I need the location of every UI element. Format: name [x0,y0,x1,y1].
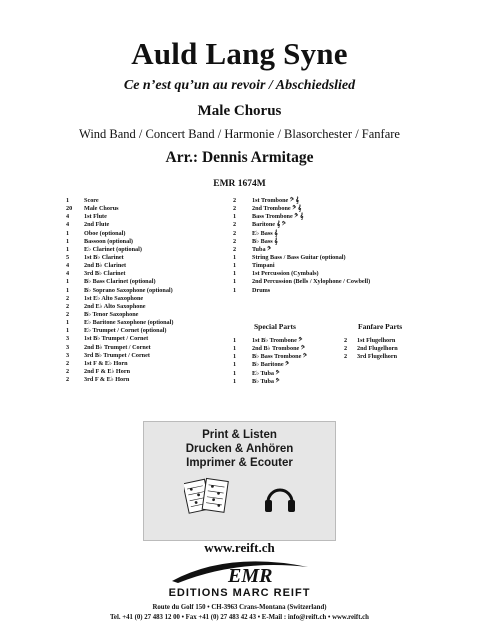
part-quantity: 1 [233,278,237,286]
part-quantity: 4 [66,262,70,270]
print-listen-box[interactable] [143,421,336,541]
part-name: E♭ Tuba 𝄢 [252,369,280,377]
list-item [233,197,368,205]
part-name: 2nd Percussion (Bells / Xylophone / Cowbell) [252,278,371,286]
headphones-icon [262,480,298,516]
list-item [233,254,368,262]
part-name: 1st B♭ Trombone 𝄢 [252,337,303,344]
part-name: 2nd B♭ Trumpet / Cornet [84,343,151,351]
part-quantity: 2 [344,353,348,361]
list-item [66,368,236,376]
part-name: B♭ Bass Clarinet (optional) [84,278,156,286]
part-quantity: 1 [233,337,237,344]
part-name: E♭ Trumpet / Cornet (optional) [84,327,167,335]
part-name: B♭ Tenor Saxophone [84,310,139,318]
part-name: B♭ Baritone 𝄢 [252,361,290,369]
list-item [233,278,371,286]
part-name: B♭ Bass Trombone 𝄢 [252,353,307,361]
part-name: 2nd Flugelhorn [357,345,398,353]
list-item [66,311,236,319]
part-name: 2nd E♭ Alto Saxophone [84,302,146,310]
part-name: B♭ Soprano Saxophone (optional) [84,286,173,294]
list-item [233,230,368,238]
part-quantity: 5 [66,253,70,261]
part-quantity: 3 [66,343,70,351]
emr-logo [168,557,312,587]
list-item [66,205,236,213]
list-item [66,344,236,352]
list-item [233,262,368,270]
list-item [66,262,236,270]
special-parts-heading: Special Parts [254,322,296,331]
part-name: 2nd Flute [84,221,110,229]
part-quantity: 4 [66,213,70,221]
part-name: E♭ Clarinet (optional) [84,245,142,253]
part-name: Score [84,197,99,204]
part-quantity: 2 [233,229,237,237]
part-quantity: 2 [233,237,237,245]
part-quantity: 2 [66,294,70,302]
instrumentation-list-mid [233,197,371,295]
list-item [233,287,368,295]
voice-label: Male Chorus [197,103,282,119]
part-name: 1st F & E♭ Horn [84,359,128,367]
part-name: Timpani [252,262,275,270]
subtitle: Ce n’est qu’un au revoir / Abschiedslied [123,78,356,93]
publisher-name: EDITIONS MARC REIFT [168,587,311,599]
list-item [233,353,343,361]
part-quantity: 4 [66,221,70,229]
part-name: 2nd B♭ Trombone 𝄢 [252,345,305,353]
page-title: Auld Lang Syne [131,36,348,71]
list-item [344,337,424,345]
part-quantity: 1 [66,229,70,237]
part-name: 1st B♭ Trumpet / Cornet [84,335,149,343]
part-name: Bass Trombone 𝄢 𝄞 [252,213,304,221]
promo-line-imprimer: Imprimer & Ecouter [186,457,293,469]
part-quantity: 2 [66,302,70,310]
part-quantity: 1 [233,369,237,377]
arranger-label: Arr.: Dennis Armitage [165,149,314,166]
part-name: Male Chorus [84,205,119,213]
part-name: 2nd F & E♭ Horn [84,367,131,375]
part-name: 1st Flute [84,213,107,221]
ensembles-label: Wind Band / Concert Band / Harmonie / Blasorchester / Fanfare [79,127,400,141]
part-name: 3rd Flugelhorn [357,353,398,361]
part-quantity: 2 [66,359,70,367]
part-name: 1st Percussion (Cymbals) [252,270,319,278]
part-name: 2nd B♭ Clarinet [84,262,127,270]
list-item [66,246,236,254]
part-name: B♭ Tuba 𝄢 [252,377,280,385]
list-item [233,345,343,353]
list-item [66,303,236,311]
instrumentation-list-left [66,197,236,384]
list-item [233,221,368,229]
part-quantity: 3 [66,335,70,343]
list-item [66,278,236,286]
part-quantity: 1 [233,353,237,361]
part-quantity: 1 [66,197,70,204]
part-name: 1st B♭ Clarinet [84,253,124,261]
part-quantity: 2 [233,245,237,253]
part-name: Drums [252,286,271,294]
part-quantity: 1 [233,270,237,278]
list-item [233,378,343,386]
part-name: 3rd B♭ Trumpet / Cornet [84,351,150,359]
list-item [344,353,424,361]
promo-line-drucken: Drucken & Anhören [185,443,294,455]
list-item [66,352,236,360]
list-item [233,270,368,278]
part-name: Tuba 𝄢 [252,245,272,253]
fanfare-parts-heading: Fanfare Parts [358,322,403,331]
part-quantity: 1 [233,262,237,270]
part-quantity: 2 [233,205,237,213]
list-item [66,197,236,205]
part-quantity: 2 [66,367,70,375]
part-name: String Bass / Bass Guitar (optional) [252,253,346,261]
part-name: 1st Flugelhorn [357,337,396,344]
website-link[interactable]: www.reift.ch [204,540,275,555]
list-item [233,370,343,378]
list-item [66,254,236,262]
part-quantity: 2 [344,345,348,353]
part-quantity: 1 [233,253,237,261]
list-item [233,361,343,369]
part-name: B♭ Bass 𝄞 [252,237,278,245]
list-item [66,327,236,335]
list-item [66,238,236,246]
list-item [66,287,236,295]
part-name: 1st Trombone 𝄢 𝄞 [252,197,299,204]
part-name: 1st E♭ Alto Saxophone [84,294,144,302]
list-item [66,270,236,278]
list-item [233,337,343,345]
list-item [66,335,236,343]
promo-line-print-listen: Print & Listen [202,429,277,441]
part-quantity: 2 [66,376,70,384]
part-name: 3rd F & E♭ Horn [84,376,130,384]
logo-lettering: EMR [228,565,273,587]
list-item [66,319,236,327]
part-quantity: 1 [233,213,237,221]
special-parts-list [233,337,343,386]
part-quantity: 4 [66,270,70,278]
part-quantity: 2 [233,197,237,204]
part-name: 3rd B♭ Clarinet [84,270,126,278]
part-name: Baritone 𝄞 𝄢 [252,221,286,229]
part-quantity: 1 [233,345,237,353]
part-quantity: 1 [233,286,237,294]
part-name: E♭ Baritone Saxophone (optional) [84,319,174,327]
list-item [233,246,368,254]
list-item [66,221,236,229]
part-quantity: 2 [66,310,70,318]
part-name: Bassoon (optional) [84,237,133,245]
part-name: Oboe (optional) [84,229,126,237]
list-item [66,230,236,238]
catalog-number: EMR 1674M [213,179,266,189]
part-quantity: 1 [66,278,70,286]
part-quantity: 1 [66,327,70,335]
part-quantity: 1 [66,319,70,327]
part-quantity: 1 [233,361,237,369]
part-quantity: 1 [233,377,237,385]
list-item [66,295,236,303]
part-name: E♭ Bass 𝄞 [252,229,278,237]
publisher-address: Route du Golf 150 • CH-3963 Crans-Montana (Switzerland) [152,604,327,611]
list-item [66,213,236,221]
list-item [233,238,368,246]
part-quantity: 20 [66,205,73,213]
part-quantity: 3 [66,351,70,359]
part-quantity: 1 [66,286,70,294]
publisher-contact[interactable]: Tel. +41 (0) 27 483 12 00 • Fax +41 (0) 27 483 42 43 • E-Mail : info@reift.ch • www.reift.ch [110,614,369,621]
part-quantity: 2 [233,221,237,229]
part-quantity: 2 [344,337,348,344]
part-name: 2nd Trombone 𝄢 𝄞 [252,205,302,213]
fanfare-parts-list [344,337,424,361]
list-item [344,345,424,353]
list-item [66,376,236,384]
part-quantity: 1 [66,245,70,253]
part-quantity: 1 [66,237,70,245]
sheet-music-icon [184,475,230,519]
list-item [66,360,236,368]
